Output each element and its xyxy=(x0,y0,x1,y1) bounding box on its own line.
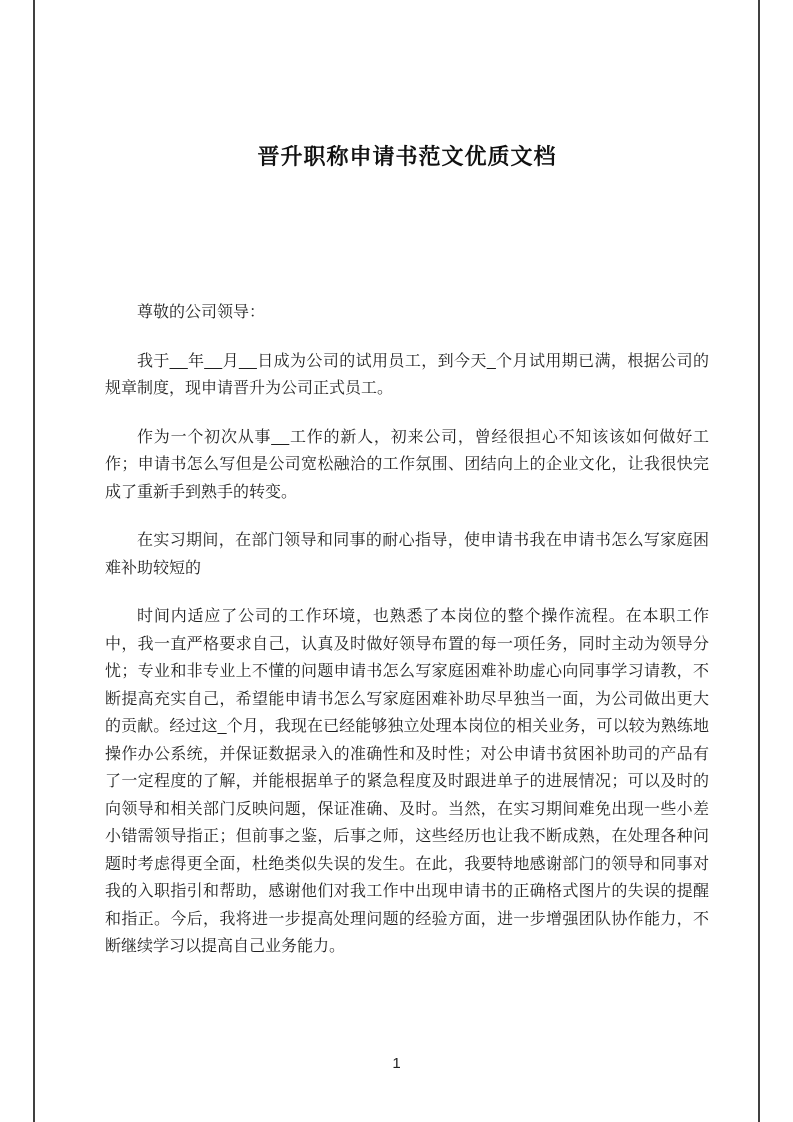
paragraph-internship: 在实习期间，在部门领导和同事的耐心指导，使申请书我在申请书怎么写家庭困难补助较短的 xyxy=(105,532,709,577)
paragraph-intro: 我于__年__月__日成为公司的试用员工，到今天_个月试用期已满，根据公司的规章制度，现申请晋升为公司正式员工。 xyxy=(105,352,709,397)
document-content xyxy=(105,0,709,982)
paragraph-main: 时间内适应了公司的工作环境，也熟悉了本岗位的整个操作流程。在本职工作中，我一直严格要求自己，认真及时做好领导布置的每一项任务，同时主动为领导分忧；专业和非专业上不懂的问题申请书怎么写家庭困难补助虚心向同事学习请教，不断提高充实自己，希望能申请书怎么写家庭困难补助尽早独当一面，为公司做出更大的贡献。经过这_个月，我现在已经能够独立处理本岗位的相关业务，可以较为熟练地操作办公系统，并保证数据录入的准确性和及时性；对公申请书贫困补助司的产品有了一定程度的了解，并能根据单子的紧急程度及时跟进单子的进展情况；可以及时的向领导和相关部门反映问题，保证准确、及时。当然，在实习期间难免出现一些小差小错需领导指正；但前事之鉴，后事之师，这些经历也让我不断成熟，在处理各种问题时考虑得更全面，杜绝类似失误的发生。在此，我要特地感谢部门的领导和同事对我的入职指引和帮助，感谢他们对我工作中出现申请书的正确格式图片的失误的提醒和指正。今后，我将进一步提高处理问题的经验方面，进一步增强团队协作能力，不断继续学习以提高自己业务能力。 xyxy=(105,608,709,955)
paragraph-newcomer: 作为一个初次从事__工作的新人，初来公司，曾经很担心不知该该如何做好工作；申请书怎么写但是公司宽松融洽的工作氛围、团结向上的企业文化，让我很快完成了重新手到熟手的转变。 xyxy=(105,428,709,501)
paragraph-salutation: 尊敬的公司领导： xyxy=(137,304,266,321)
document-title: 晋升职称申请书范文优质文档 xyxy=(257,144,557,169)
page-number: 1 xyxy=(392,1055,401,1072)
document-body xyxy=(105,299,709,961)
